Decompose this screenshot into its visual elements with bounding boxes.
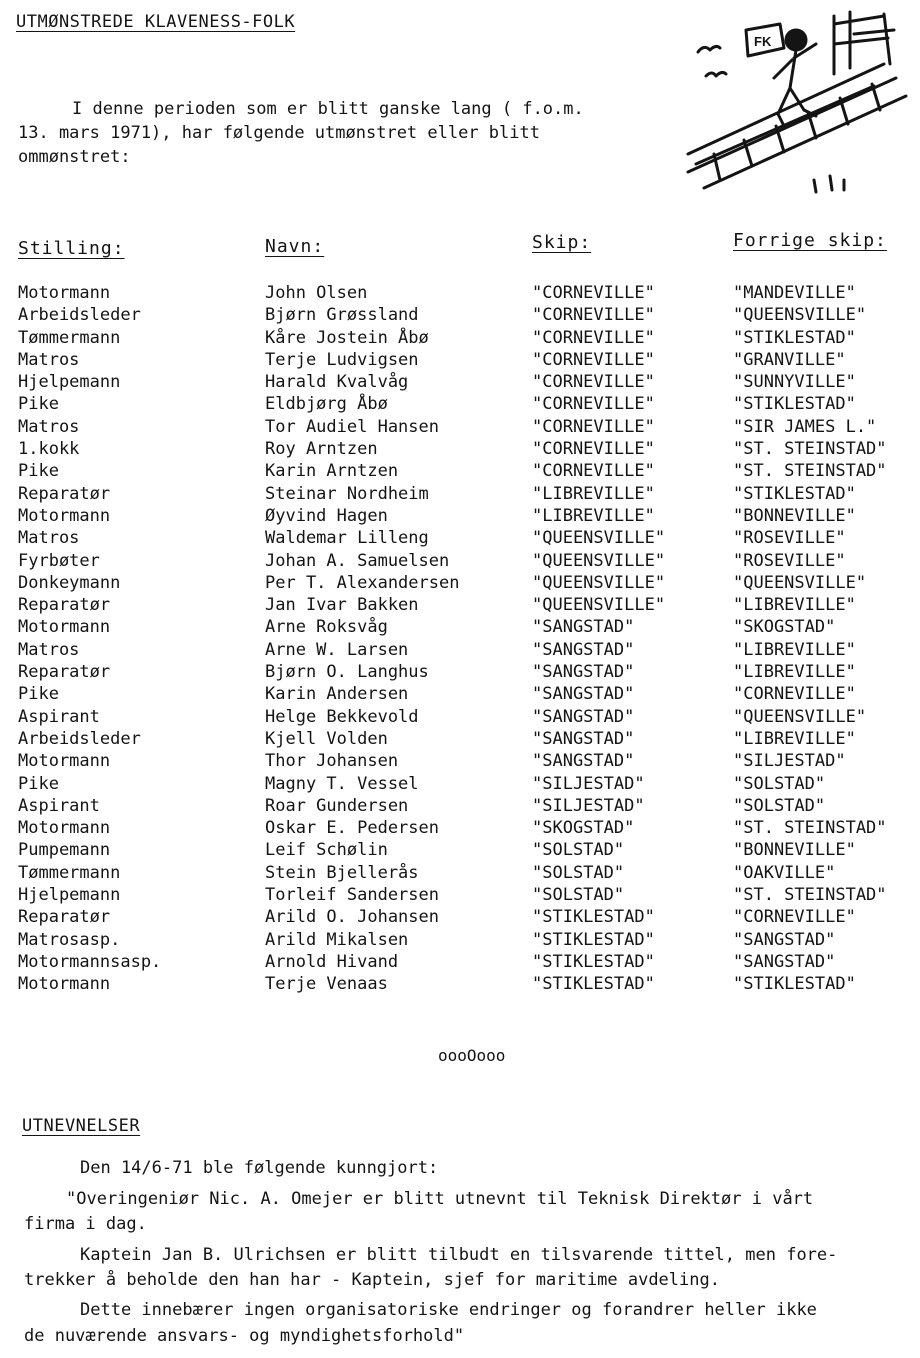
skip-cell: "SOLSTAD" xyxy=(532,862,625,883)
navn-cell: Arnold Hivand xyxy=(265,951,399,972)
forrige-skip-cell: "SOLSTAD" xyxy=(733,795,826,816)
stilling-cell: Pike xyxy=(18,394,59,415)
skip-cell: "STIKLESTAD" xyxy=(532,929,655,950)
forrige-skip-cell: "STIKLESTAD" xyxy=(733,394,856,415)
skip-cell: "SOLSTAD" xyxy=(532,840,625,861)
forrige-skip-cell: "ST. STEINSTAD" xyxy=(733,461,887,482)
column-navn xyxy=(265,282,459,996)
stilling-cell: Pike xyxy=(18,773,59,794)
appointment-paragraph-1-line-1: "Overingeniør Nic. A. Omejer er blitt utnevnt til Teknisk Direktør i vårt xyxy=(66,1189,814,1209)
skip-cell: "STIKLESTAD" xyxy=(532,907,655,928)
forrige-skip-cell: "SANGSTAD" xyxy=(733,951,836,972)
skip-cell: "CORNEVILLE" xyxy=(532,416,655,437)
column-header-stilling: Stilling: xyxy=(18,238,125,259)
navn-cell: Arild O. Johansen xyxy=(265,907,439,928)
sailor-illustration xyxy=(684,4,910,200)
skip-cell: "QUEENSVILLE" xyxy=(532,550,666,571)
forrige-skip-cell: "ST. STEINSTAD" xyxy=(733,439,887,460)
column-header-navn: Navn: xyxy=(265,236,325,257)
forrige-skip-cell: "SILJESTAD" xyxy=(733,751,846,772)
forrige-skip-cell: "ST. STEINSTAD" xyxy=(733,818,887,839)
navn-cell: Bjørn Grøssland xyxy=(265,305,419,326)
navn-cell: Arne Roksvåg xyxy=(265,617,388,638)
skip-cell: "SOLSTAD" xyxy=(532,885,625,906)
appointment-paragraph-3-line-2: de nuværende ansvars- og myndighetsforhold" xyxy=(24,1326,465,1346)
appointment-paragraph-1-line-2: firma i dag. xyxy=(24,1214,147,1234)
stilling-cell: Reparatør xyxy=(18,595,111,616)
column-header-skip: Skip: xyxy=(532,232,592,253)
stilling-cell: Pike xyxy=(18,461,59,482)
forrige-skip-cell: "OAKVILLE" xyxy=(733,862,836,883)
skip-cell: "QUEENSVILLE" xyxy=(532,572,666,593)
column-stilling xyxy=(18,282,161,996)
navn-cell: Johan A. Samuelsen xyxy=(265,550,450,571)
forrige-skip-cell: "SANGSTAD" xyxy=(733,929,836,950)
forrige-skip-cell: "ROSEVILLE" xyxy=(733,528,846,549)
column-header-forrige-skip: Forrige skip: xyxy=(733,230,887,251)
stilling-cell: Fyrbøter xyxy=(18,550,100,571)
navn-cell: Helge Bekkevold xyxy=(265,706,419,727)
skip-cell: "SANGSTAD" xyxy=(532,706,635,727)
stilling-cell: Tømmermann xyxy=(18,862,121,883)
stilling-cell: Donkeymann xyxy=(18,572,121,593)
forrige-skip-cell: "STIKLESTAD" xyxy=(733,327,856,348)
forrige-skip-cell: "LIBREVILLE" xyxy=(733,728,856,749)
forrige-skip-cell: "STIKLESTAD" xyxy=(733,483,856,504)
forrige-skip-cell: "ST. STEINSTAD" xyxy=(733,885,887,906)
navn-cell: John Olsen xyxy=(265,283,368,303)
navn-cell: Oskar E. Pedersen xyxy=(265,818,439,839)
stilling-cell: Matros xyxy=(18,528,80,549)
skip-cell: "CORNEVILLE" xyxy=(532,283,655,303)
page-title: UTMØNSTREDE KLAVENESS-FOLK xyxy=(16,12,296,32)
intro-line-2: 13. mars 1971), har følgende utmønstret eller blitt xyxy=(18,123,540,143)
forrige-skip-cell: "SKOGSTAD" xyxy=(733,617,836,638)
skip-cell: "CORNEVILLE" xyxy=(532,372,655,393)
navn-cell: Terje Ludvigsen xyxy=(265,349,419,370)
column-forrige-skip xyxy=(733,282,887,996)
stilling-cell: Hjelpemann xyxy=(18,372,121,393)
skip-cell: "QUEENSVILLE" xyxy=(532,528,666,549)
skip-cell: "CORNEVILLE" xyxy=(532,394,655,415)
section-heading-utnevnelser: UTNEVNELSER xyxy=(22,1116,141,1136)
skip-cell: "SILJESTAD" xyxy=(532,773,645,794)
forrige-skip-cell: "LIBREVILLE" xyxy=(733,639,856,660)
skip-cell: "CORNEVILLE" xyxy=(532,349,655,370)
skip-cell: "LIBREVILLE" xyxy=(532,483,655,504)
navn-cell: Steinar Nordheim xyxy=(265,483,429,504)
navn-cell: Roar Gundersen xyxy=(265,795,409,816)
navn-cell: Waldemar Lilleng xyxy=(265,528,429,549)
skip-cell: "CORNEVILLE" xyxy=(532,327,655,348)
forrige-skip-cell: "BONNEVILLE" xyxy=(733,505,856,526)
stilling-cell: Tømmermann xyxy=(18,327,121,348)
stilling-cell: Matros xyxy=(18,416,80,437)
navn-cell: Thor Johansen xyxy=(265,751,399,772)
forrige-skip-cell: "CORNEVILLE" xyxy=(733,684,856,705)
stilling-cell: Reparatør xyxy=(18,483,111,504)
forrige-skip-cell: "CORNEVILLE" xyxy=(733,907,856,928)
navn-cell: Eldbjørg Åbø xyxy=(265,394,388,415)
navn-cell: Karin Arntzen xyxy=(265,461,399,482)
navn-cell: Øyvind Hagen xyxy=(265,505,388,526)
navn-cell: Kåre Jostein Åbø xyxy=(265,327,429,348)
stilling-cell: Matros xyxy=(18,639,80,660)
stilling-cell: Motormann xyxy=(18,505,111,526)
forrige-skip-cell: "BONNEVILLE" xyxy=(733,840,856,861)
navn-cell: Terje Venaas xyxy=(265,974,388,995)
skip-cell: "SKOGSTAD" xyxy=(532,818,635,839)
stilling-cell: Reparatør xyxy=(18,907,111,928)
skip-cell: "CORNEVILLE" xyxy=(532,439,655,460)
skip-cell: "CORNEVILLE" xyxy=(532,305,655,326)
skip-cell: "SANGSTAD" xyxy=(532,684,635,705)
forrige-skip-cell: "SIR JAMES L." xyxy=(733,416,877,437)
stilling-cell: Aspirant xyxy=(18,706,100,727)
navn-cell: Kjell Volden xyxy=(265,728,388,749)
stilling-cell: 1.kokk xyxy=(18,439,80,460)
stilling-cell: Motormann xyxy=(18,283,111,303)
skip-cell: "SANGSTAD" xyxy=(532,639,635,660)
stilling-cell: Arbeidsleder xyxy=(18,728,141,749)
stilling-cell: Matrosasp. xyxy=(18,929,121,950)
stilling-cell: Motormann xyxy=(18,617,111,638)
appointment-paragraph-3-line-1: Dette innebærer ingen organisatoriske endringer og forandrer heller ikke xyxy=(80,1300,817,1320)
column-skip xyxy=(532,282,665,996)
stilling-cell: Aspirant xyxy=(18,795,100,816)
forrige-skip-cell: "SOLSTAD" xyxy=(733,773,826,794)
stilling-cell: Hjelpemann xyxy=(18,885,121,906)
stilling-cell: Motormann xyxy=(18,818,111,839)
navn-cell: Karin Andersen xyxy=(265,684,409,705)
skip-cell: "CORNEVILLE" xyxy=(532,461,655,482)
stilling-cell: Motormann xyxy=(18,751,111,772)
stilling-cell: Matros xyxy=(18,349,80,370)
navn-cell: Arild Mikalsen xyxy=(265,929,409,950)
forrige-skip-cell: "QUEENSVILLE" xyxy=(733,706,867,727)
stilling-cell: Motormann xyxy=(18,974,111,995)
announcement-date-line: Den 14/6-71 ble følgende kunngjort: xyxy=(80,1158,439,1178)
skip-cell: "STIKLESTAD" xyxy=(532,974,655,995)
stilling-cell: Pike xyxy=(18,684,59,705)
forrige-skip-cell: "SUNNYVILLE" xyxy=(733,372,856,393)
navn-cell: Arne W. Larsen xyxy=(265,639,409,660)
forrige-skip-cell: "ROSEVILLE" xyxy=(733,550,846,571)
navn-cell: Torleif Sandersen xyxy=(265,885,439,906)
navn-cell: Bjørn O. Langhus xyxy=(265,662,429,683)
section-separator: oooOooo xyxy=(438,1046,506,1065)
skip-cell: "SILJESTAD" xyxy=(532,795,645,816)
skip-cell: "SANGSTAD" xyxy=(532,751,635,772)
skip-cell: "QUEENSVILLE" xyxy=(532,595,666,616)
fk-logo-text: FK xyxy=(754,34,772,49)
forrige-skip-cell: "MANDEVILLE" xyxy=(733,283,856,303)
forrige-skip-cell: "LIBREVILLE" xyxy=(733,595,856,616)
appointment-paragraph-2-line-1: Kaptein Jan B. Ulrichsen er blitt tilbudt en tilsvarende tittel, men fore- xyxy=(80,1245,838,1265)
navn-cell: Jan Ivar Bakken xyxy=(265,595,419,616)
sailor-on-ship-icon xyxy=(684,4,910,200)
navn-cell: Per T. Alexandersen xyxy=(265,572,460,593)
navn-cell: Roy Arntzen xyxy=(265,439,378,460)
skip-cell: "SANGSTAD" xyxy=(532,617,635,638)
intro-line-3: ommønstret: xyxy=(18,147,131,167)
intro-line-1: I denne perioden som er blitt ganske lang ( f.o.m. xyxy=(72,99,584,119)
appointment-paragraph-2-line-2: trekker å beholde den han har - Kaptein, sjef for maritime avdeling. xyxy=(24,1270,720,1290)
forrige-skip-cell: "GRANVILLE" xyxy=(733,349,846,370)
stilling-cell: Arbeidsleder xyxy=(18,305,141,326)
forrige-skip-cell: "QUEENSVILLE" xyxy=(733,305,867,326)
stilling-cell: Reparatør xyxy=(18,662,111,683)
skip-cell: "STIKLESTAD" xyxy=(532,951,655,972)
forrige-skip-cell: "LIBREVILLE" xyxy=(733,662,856,683)
navn-cell: Tor Audiel Hansen xyxy=(265,416,439,437)
navn-cell: Leif Schølin xyxy=(265,840,388,861)
stilling-cell: Motormannsasp. xyxy=(18,951,162,972)
skip-cell: "SANGSTAD" xyxy=(532,662,635,683)
forrige-skip-cell: "STIKLESTAD" xyxy=(733,974,856,995)
navn-cell: Harald Kvalvåg xyxy=(265,372,409,393)
forrige-skip-cell: "QUEENSVILLE" xyxy=(733,572,867,593)
navn-cell: Magny T. Vessel xyxy=(265,773,419,794)
skip-cell: "SANGSTAD" xyxy=(532,728,635,749)
navn-cell: Stein Bjellerås xyxy=(265,862,419,883)
skip-cell: "LIBREVILLE" xyxy=(532,505,655,526)
stilling-cell: Pumpemann xyxy=(18,840,111,861)
